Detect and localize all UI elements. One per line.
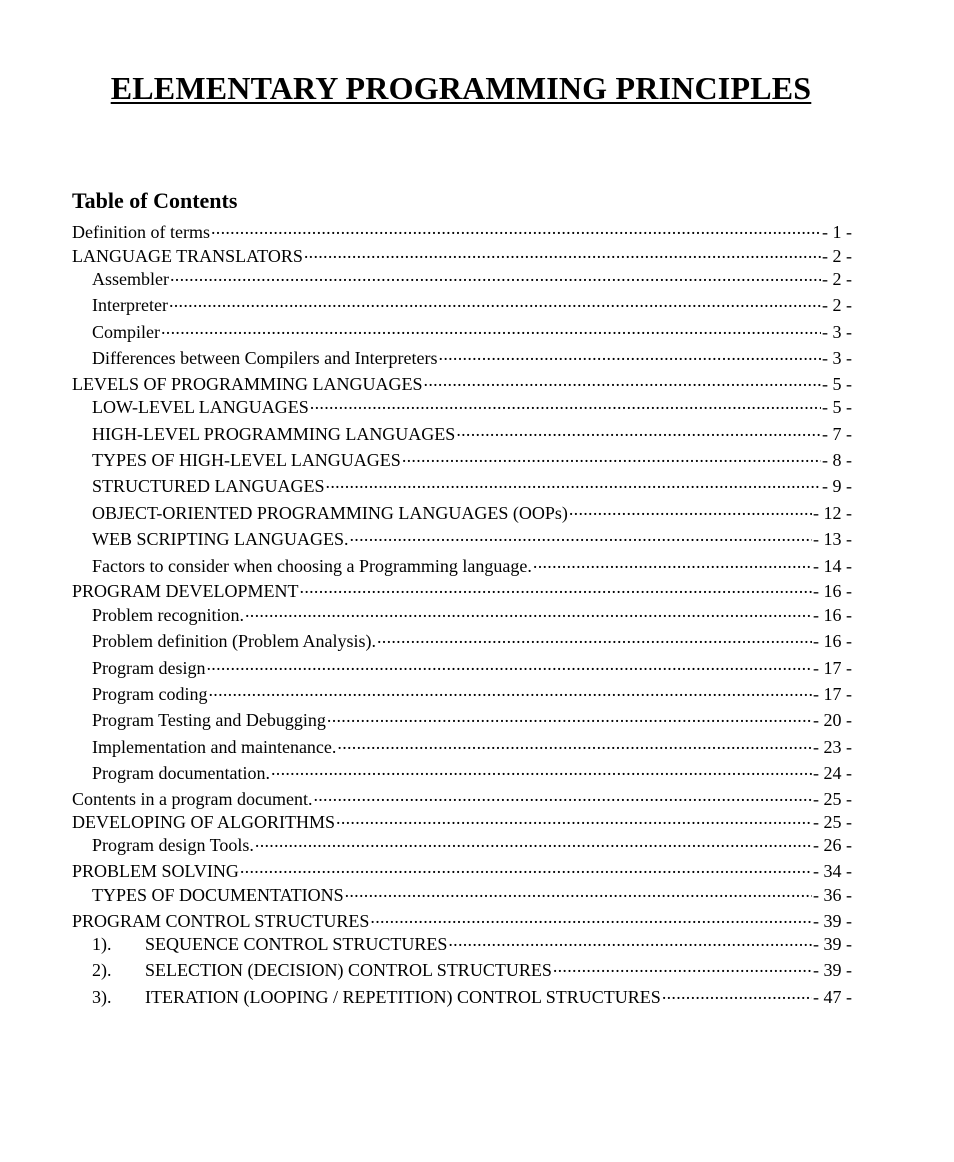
- toc-entry-label: ITERATION (LOOPING / REPETITION) CONTROL STRUCTURES: [145, 987, 661, 1007]
- toc-entry-page: - 3 -: [822, 322, 852, 342]
- toc-entry[interactable]: [92, 395, 852, 417]
- toc-entry-label: OBJECT-ORIENTED PROGRAMMING LANGUAGES (OOPs): [92, 503, 568, 523]
- toc-entry[interactable]: [72, 220, 852, 242]
- toc-dot-leader: [553, 958, 812, 976]
- toc-entry-label: Factors to consider when choosing a Programming language.: [92, 556, 532, 576]
- toc-entry-label: SEQUENCE CONTROL STRUCTURES: [145, 934, 448, 954]
- toc-dot-leader: [300, 579, 812, 597]
- toc-entry-page: - 17 -: [813, 684, 852, 704]
- toc-dot-leader: [240, 859, 812, 877]
- toc-entry[interactable]: [92, 474, 852, 496]
- toc-entry[interactable]: [72, 579, 852, 601]
- toc-entry-page: - 16 -: [813, 581, 852, 601]
- toc-entry-label: LANGUAGE TRANSLATORS: [72, 246, 303, 266]
- toc-entry-label: Assembler: [92, 269, 169, 289]
- toc-entry[interactable]: [92, 833, 852, 855]
- toc-entry-label: Implementation and maintenance.: [92, 737, 337, 757]
- toc-entry-page: - 24 -: [813, 763, 852, 783]
- toc-entry-page: - 39 -: [813, 911, 852, 931]
- toc-entry-label: PROGRAM CONTROL STRUCTURES: [72, 911, 370, 931]
- toc-entry-label: Program design Tools.: [92, 835, 254, 855]
- toc-entry-page: - 12 -: [813, 503, 852, 523]
- toc-entry[interactable]: [92, 656, 852, 678]
- toc-dot-leader: [336, 810, 812, 828]
- toc-entry-page: - 8 -: [822, 450, 852, 470]
- toc-entry[interactable]: [92, 527, 852, 549]
- toc-entry-page: - 14 -: [813, 556, 852, 576]
- toc-entry[interactable]: [72, 787, 852, 809]
- toc-entry-page: - 5 -: [822, 397, 852, 417]
- toc-dot-leader: [208, 682, 812, 700]
- toc-entry-label: Problem definition (Problem Analysis).: [92, 631, 376, 651]
- toc-dot-leader: [350, 527, 813, 545]
- toc-entry-page: - 36 -: [813, 885, 852, 905]
- toc-entry-label: WEB SCRIPTING LANGUAGES.: [92, 529, 349, 549]
- toc-entry-page: - 1 -: [822, 222, 852, 242]
- toc-entry-page: - 3 -: [822, 348, 852, 368]
- toc-entry[interactable]: [92, 501, 852, 523]
- toc-dot-leader: [456, 422, 821, 440]
- toc-entry[interactable]: [72, 859, 852, 881]
- toc-dot-leader: [402, 448, 821, 466]
- toc-entry-page: - 2 -: [822, 246, 852, 266]
- toc-dot-leader: [326, 474, 821, 492]
- toc-entry[interactable]: [92, 682, 852, 704]
- toc-dot-leader: [448, 932, 812, 950]
- toc-entry[interactable]: [92, 985, 852, 1007]
- toc-entry-label: Program documentation.: [92, 763, 270, 783]
- toc-entry[interactable]: [92, 293, 852, 315]
- toc-entry-label: TYPES OF HIGH-LEVEL LANGUAGES: [92, 450, 401, 470]
- toc-entry[interactable]: [92, 422, 852, 444]
- toc-dot-leader: [569, 501, 812, 519]
- toc-entry-label: PROGRAM DEVELOPMENT: [72, 581, 299, 601]
- toc-entry-page: - 20 -: [813, 710, 852, 730]
- toc-dot-leader: [327, 708, 812, 726]
- toc-entry-label: STRUCTURED LANGUAGES: [92, 476, 325, 496]
- toc-dot-leader: [370, 909, 812, 927]
- toc-entry-page: - 16 -: [813, 605, 852, 625]
- toc-dot-leader: [533, 554, 812, 572]
- toc-entry[interactable]: [92, 267, 852, 289]
- toc-entry-label: Program design: [92, 658, 206, 678]
- toc-entry-number: 3).: [92, 987, 112, 1007]
- toc-entry[interactable]: [92, 554, 852, 576]
- toc-entry-page: - 39 -: [813, 934, 852, 954]
- toc-dot-leader: [662, 985, 812, 1003]
- document-title: ELEMENTARY PROGRAMMING PRINCIPLES: [110, 70, 812, 106]
- toc-dot-leader: [169, 293, 821, 311]
- toc-entry-page: - 16 -: [813, 631, 852, 651]
- toc-dot-leader: [206, 656, 812, 674]
- toc-dot-leader: [424, 372, 821, 390]
- toc-entry[interactable]: [92, 708, 852, 730]
- toc-dot-leader: [345, 883, 812, 901]
- toc-entry-label: Program Testing and Debugging: [92, 710, 326, 730]
- toc-entry-label: SELECTION (DECISION) CONTROL STRUCTURES: [145, 960, 552, 980]
- toc-entry-label: Interpreter: [92, 295, 168, 315]
- toc-entry-page: - 34 -: [813, 861, 852, 881]
- toc-heading: Table of Contents: [72, 188, 238, 213]
- toc-entry-label: TYPES OF DOCUMENTATIONS: [92, 885, 344, 905]
- toc-dot-leader: [337, 735, 812, 753]
- toc-entry-page: - 7 -: [822, 424, 852, 444]
- toc-entry-label: Contents in a program document.: [72, 789, 313, 809]
- toc-entry[interactable]: [92, 958, 852, 980]
- toc-entry-label: PROBLEM SOLVING: [72, 861, 239, 881]
- toc-entry[interactable]: [92, 735, 852, 757]
- toc-entry[interactable]: [92, 629, 852, 651]
- toc-entry-page: - 39 -: [813, 960, 852, 980]
- toc-entry-label: Definition of terms: [72, 222, 210, 242]
- toc-entry-label: Compiler: [92, 322, 160, 342]
- toc-entry-page: - 47 -: [813, 987, 852, 1007]
- toc-entry[interactable]: [92, 603, 852, 625]
- toc-entry-page: - 5 -: [822, 374, 852, 394]
- toc-dot-leader: [245, 603, 812, 621]
- toc-entry-page: - 2 -: [822, 295, 852, 315]
- toc-entry-page: - 9 -: [822, 476, 852, 496]
- toc-entry-page: - 13 -: [813, 529, 852, 549]
- toc-dot-leader: [304, 244, 821, 262]
- toc-entry-page: - 17 -: [813, 658, 852, 678]
- toc-entry-label: DEVELOPING OF ALGORITHMS: [72, 812, 336, 832]
- toc-entry-page: - 25 -: [813, 789, 852, 809]
- toc-entry[interactable]: [92, 346, 852, 368]
- toc-entry-number: 2).: [92, 960, 112, 980]
- toc-entry[interactable]: [92, 761, 852, 783]
- toc-dot-leader: [377, 629, 812, 647]
- toc-dot-leader: [271, 761, 812, 779]
- toc-entry-number: 1).: [92, 934, 112, 954]
- toc-dot-leader: [211, 220, 821, 238]
- toc-entry-label: LOW-LEVEL LANGUAGES: [92, 397, 309, 417]
- toc-entry-label: Differences between Compilers and Interpreters: [92, 348, 438, 368]
- toc-entry-page: - 25 -: [813, 812, 852, 832]
- toc-entry-page: - 26 -: [813, 835, 852, 855]
- toc-entry-label: Program coding: [92, 684, 208, 704]
- toc-entry[interactable]: [92, 320, 852, 342]
- toc-dot-leader: [170, 267, 821, 285]
- toc-dot-leader: [439, 346, 821, 364]
- toc-entry[interactable]: [92, 883, 852, 905]
- toc-dot-leader: [161, 320, 821, 338]
- toc-entry-page: - 23 -: [813, 737, 852, 757]
- toc-entry-label: Problem recognition.: [92, 605, 244, 625]
- toc-dot-leader: [255, 833, 812, 851]
- toc-dot-leader: [313, 787, 812, 805]
- toc-entry[interactable]: [72, 244, 852, 266]
- toc-entry[interactable]: [72, 909, 852, 931]
- toc-entry-label: LEVELS OF PROGRAMMING LANGUAGES: [72, 374, 423, 394]
- toc-entry[interactable]: [92, 448, 852, 470]
- toc-entry[interactable]: [72, 810, 852, 832]
- toc-entry-label: HIGH-LEVEL PROGRAMMING LANGUAGES: [92, 424, 456, 444]
- toc-entry[interactable]: [72, 372, 852, 394]
- toc-dot-leader: [310, 395, 821, 413]
- toc-entry-page: - 2 -: [822, 269, 852, 289]
- toc-entry[interactable]: [92, 932, 852, 954]
